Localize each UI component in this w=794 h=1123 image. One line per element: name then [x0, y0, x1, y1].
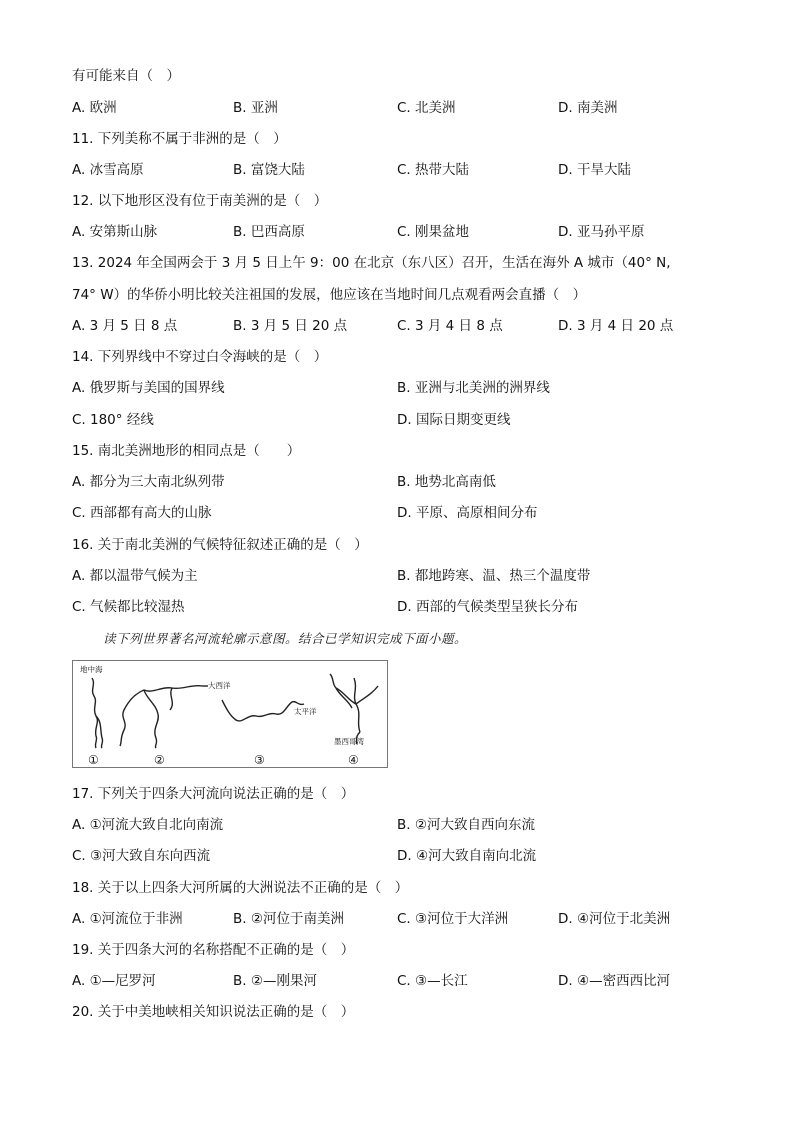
- option-q11-d: D. 干旱大陆: [558, 162, 631, 178]
- option-q14-d: D. 国际日期变更线: [397, 412, 511, 428]
- option-q17-c: C. ③河大致自东向西流: [72, 848, 211, 864]
- option-q18-d: D. ④河位于北美洲: [558, 911, 671, 927]
- question-19: 19. 关于四条大河的名称搭配不正确的是（ ）: [72, 942, 355, 958]
- map-number-3: ③: [254, 753, 265, 767]
- option-q13-b: B. 3 月 5 日 20 点: [233, 318, 348, 334]
- option-q17-b: B. ②河大致自西向东流: [397, 817, 535, 833]
- option-q19-b: B. ②—刚果河: [233, 973, 317, 989]
- option-q18-b: B. ②河位于南美洲: [233, 911, 344, 927]
- option-q13-d: D. 3 月 4 日 20 点: [558, 318, 674, 334]
- option-q11-a: A. 冰雪高原: [72, 162, 144, 178]
- map-label-mediterranean: 地中海: [80, 665, 103, 674]
- question-18: 18. 关于以上四条大河所属的大洲说法不正确的是（ ）: [72, 880, 409, 896]
- option-q15-c: C. 西部都有高大的山脉: [72, 505, 212, 521]
- option-q17-a: A. ①河流大致自北向南流: [72, 817, 224, 833]
- question-15: 15. 南北美洲地形的相同点是（ ）: [72, 443, 301, 459]
- map-label-pacific: 太平洋: [294, 707, 317, 716]
- option-q19-c: C. ③—长江: [397, 973, 468, 989]
- question-13-line2: 74° W）的华侨小明比较关注祖国的发展，他应该在当地时间几点观看两会直播（ ）: [72, 287, 587, 303]
- option-q11-b: B. 富饶大陆: [233, 162, 305, 178]
- question-17: 17. 下列关于四条大河流向说法正确的是（ ）: [72, 786, 355, 802]
- river-outline-map: [72, 660, 388, 768]
- option-q14-a: A. 俄罗斯与美国的国界线: [72, 380, 225, 396]
- option-q12-b: B. 巴西高原: [233, 224, 305, 240]
- option-q16-b: B. 都地跨寒、温、热三个温度带: [397, 568, 591, 584]
- question-12: 12. 以下地形区没有位于南美洲的是（ ）: [72, 193, 328, 209]
- question-10-tail: 有可能来自（ ）: [72, 68, 180, 84]
- option-q19-a: A. ①—尼罗河: [72, 973, 156, 989]
- map-label-atlantic: 大西洋: [208, 681, 231, 690]
- option-q18-a: A. ①河流位于非洲: [72, 911, 183, 927]
- option-q12-a: A. 安第斯山脉: [72, 224, 158, 240]
- option-q10-b: B. 亚洲: [233, 100, 278, 116]
- question-13-line1: 13. 2024 年全国两会于 3 月 5 日上午 9：00 在北京（东八区）召开，生活在海外 A 城市（40° N,: [72, 255, 671, 271]
- option-q19-d: D. ④—密西西比河: [558, 973, 671, 989]
- option-q12-c: C. 刚果盆地: [397, 224, 470, 240]
- question-11: 11. 下列美称不属于非洲的是（ ）: [72, 131, 287, 147]
- question-14: 14. 下列界线中不穿过白令海峡的是（ ）: [72, 349, 328, 365]
- option-q17-d: D. ④河大致自南向北流: [397, 848, 537, 864]
- option-q13-c: C. 3 月 4 日 8 点: [397, 318, 503, 334]
- question-16: 16. 关于南北美洲的气候特征叙述正确的是（ ）: [72, 537, 368, 553]
- option-q11-c: C. 热带大陆: [397, 162, 470, 178]
- map-number-4: ④: [348, 753, 359, 767]
- option-q14-b: B. 亚洲与北美洲的洲界线: [397, 380, 550, 396]
- option-q15-a: A. 都分为三大南北纵列带: [72, 474, 225, 490]
- option-q13-a: A. 3 月 5 日 8 点: [72, 318, 178, 334]
- question-20: 20. 关于中美地峡相关知识说法正确的是（ ）: [72, 1004, 355, 1020]
- option-q10-d: D. 南美洲: [558, 100, 618, 116]
- figure-intro: 读下列世界著名河流轮廓示意图。结合已学知识完成下面小题。: [103, 631, 468, 646]
- option-q15-b: B. 地势北高南低: [397, 474, 496, 490]
- option-q16-c: C. 气候都比较湿热: [72, 599, 185, 615]
- option-q10-c: C. 北美洲: [397, 100, 456, 116]
- option-q16-d: D. 西部的气候类型呈狭长分布: [397, 599, 578, 615]
- option-q15-d: D. 平原、高原相间分布: [397, 505, 538, 521]
- map-label-gulf-of-mexico: 墨西哥湾: [334, 737, 364, 746]
- option-q14-c: C. 180° 经线: [72, 412, 154, 428]
- option-q12-d: D. 亚马孙平原: [558, 224, 645, 240]
- option-q18-c: C. ③河位于大洋洲: [397, 911, 509, 927]
- map-number-1: ①: [88, 753, 99, 767]
- option-q10-a: A. 欧洲: [72, 100, 117, 116]
- map-number-2: ②: [154, 753, 165, 767]
- option-q16-a: A. 都以温带气候为主: [72, 568, 198, 584]
